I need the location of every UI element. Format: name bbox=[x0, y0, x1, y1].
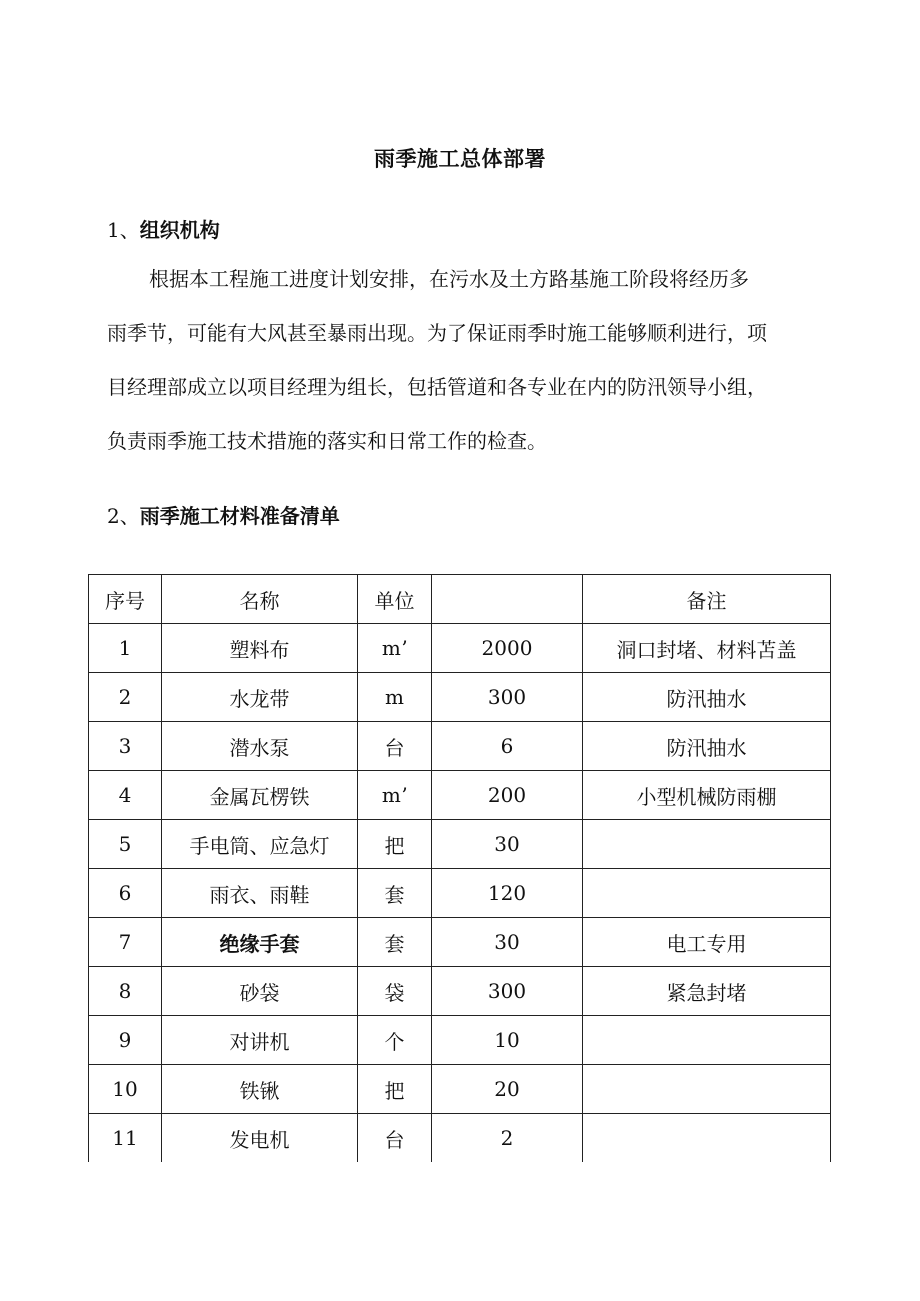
header-name-cell: 名称 bbox=[162, 575, 358, 624]
index-cell: 9 bbox=[89, 1016, 162, 1065]
unit-cell: 台 bbox=[358, 1114, 432, 1163]
index-cell: 8 bbox=[89, 967, 162, 1016]
unit-cell: mʼ bbox=[358, 624, 432, 673]
name-cell: 对讲机 bbox=[162, 1016, 358, 1065]
name-cell: 砂袋 bbox=[162, 967, 358, 1016]
quantity-cell: 6 bbox=[432, 722, 583, 771]
unit-cell: 把 bbox=[358, 1065, 432, 1114]
unit-cell: m bbox=[358, 673, 432, 722]
remark-cell bbox=[583, 869, 831, 918]
quantity-cell: 300 bbox=[432, 673, 583, 722]
quantity-cell: 300 bbox=[432, 967, 583, 1016]
table-row bbox=[89, 1065, 831, 1114]
paragraph-line: 根据本工程施工进度计划安排，在污水及土方路基施工阶段将经历多 bbox=[149, 267, 749, 291]
name-cell: 铁锹 bbox=[162, 1065, 358, 1114]
index-cell: 7 bbox=[89, 918, 162, 967]
remark-cell: 小型机械防雨棚 bbox=[583, 771, 831, 820]
unit-cell: 把 bbox=[358, 820, 432, 869]
table-row bbox=[89, 1114, 831, 1163]
organization-paragraph bbox=[107, 252, 827, 468]
index-cell: 3 bbox=[89, 722, 162, 771]
section-title: 组织机构 bbox=[139, 218, 220, 242]
quantity-cell: 20 bbox=[432, 1065, 583, 1114]
name-cell: 金属瓦楞铁 bbox=[162, 771, 358, 820]
name-cell: 水龙带 bbox=[162, 673, 358, 722]
index-cell: 10 bbox=[89, 1065, 162, 1114]
table-row bbox=[89, 722, 831, 771]
quantity-cell: 30 bbox=[432, 918, 583, 967]
name-cell: 手电筒、应急灯 bbox=[162, 820, 358, 869]
index-cell: 1 bbox=[89, 624, 162, 673]
table-row bbox=[89, 673, 831, 722]
index-cell: 5 bbox=[89, 820, 162, 869]
paragraph-line: 雨季节，可能有大风甚至暴雨出现。为了保证雨季时施工能够顺利进行，项 bbox=[107, 321, 767, 345]
name-cell: 塑料布 bbox=[162, 624, 358, 673]
unit-cell: 套 bbox=[358, 869, 432, 918]
unit-cell: mʼ bbox=[358, 771, 432, 820]
section-number: 1、 bbox=[107, 218, 140, 242]
name-cell: 发电机 bbox=[162, 1114, 358, 1163]
quantity-cell: 30 bbox=[432, 820, 583, 869]
quantity-cell: 2000 bbox=[432, 624, 583, 673]
table-row bbox=[89, 918, 831, 967]
header-unit-cell: 单位 bbox=[358, 575, 432, 624]
header-quantity-cell bbox=[432, 575, 583, 624]
section-number: 2、 bbox=[107, 504, 140, 528]
quantity-cell: 120 bbox=[432, 869, 583, 918]
table-row bbox=[89, 967, 831, 1016]
name-cell: 雨衣、雨鞋 bbox=[162, 869, 358, 918]
page-title: 雨季施工总体部署 bbox=[374, 147, 546, 171]
header-remark-cell: 备注 bbox=[583, 575, 831, 624]
quantity-cell: 10 bbox=[432, 1016, 583, 1065]
remark-cell: 电工专用 bbox=[583, 918, 831, 967]
table-row bbox=[89, 820, 831, 869]
remark-cell bbox=[583, 1016, 831, 1065]
remark-cell bbox=[583, 820, 831, 869]
table-row bbox=[89, 869, 831, 918]
quantity-cell: 200 bbox=[432, 771, 583, 820]
remark-cell: 洞口封堵、材料苫盖 bbox=[583, 624, 831, 673]
index-cell: 11 bbox=[89, 1114, 162, 1163]
section-title: 雨季施工材料准备清单 bbox=[139, 504, 340, 528]
quantity-cell: 2 bbox=[432, 1114, 583, 1163]
materials-table bbox=[88, 574, 831, 1162]
name-cell: 绝缘手套 bbox=[162, 918, 358, 967]
index-cell: 6 bbox=[89, 869, 162, 918]
remark-cell bbox=[583, 1114, 831, 1163]
unit-cell: 个 bbox=[358, 1016, 432, 1065]
remark-cell: 防汛抽水 bbox=[583, 673, 831, 722]
remark-cell: 防汛抽水 bbox=[583, 722, 831, 771]
unit-cell: 袋 bbox=[358, 967, 432, 1016]
remark-cell bbox=[583, 1065, 831, 1114]
name-cell: 潜水泵 bbox=[162, 722, 358, 771]
remark-cell: 紧急封堵 bbox=[583, 967, 831, 1016]
section-heading-materials bbox=[107, 500, 340, 529]
unit-cell: 套 bbox=[358, 918, 432, 967]
index-cell: 4 bbox=[89, 771, 162, 820]
table-row bbox=[89, 624, 831, 673]
paragraph-line: 负责雨季施工技术措施的落实和日常工作的检查。 bbox=[107, 429, 547, 453]
section-heading-organization bbox=[107, 214, 220, 243]
unit-cell: 台 bbox=[358, 722, 432, 771]
table-row bbox=[89, 771, 831, 820]
index-cell: 2 bbox=[89, 673, 162, 722]
paragraph-line: 目经理部成立以项目经理为组长，包括管道和各专业在内的防汛领导小组， bbox=[107, 375, 767, 399]
table-header-row bbox=[89, 575, 831, 624]
header-index-cell: 序号 bbox=[89, 575, 162, 624]
table-row bbox=[89, 1016, 831, 1065]
